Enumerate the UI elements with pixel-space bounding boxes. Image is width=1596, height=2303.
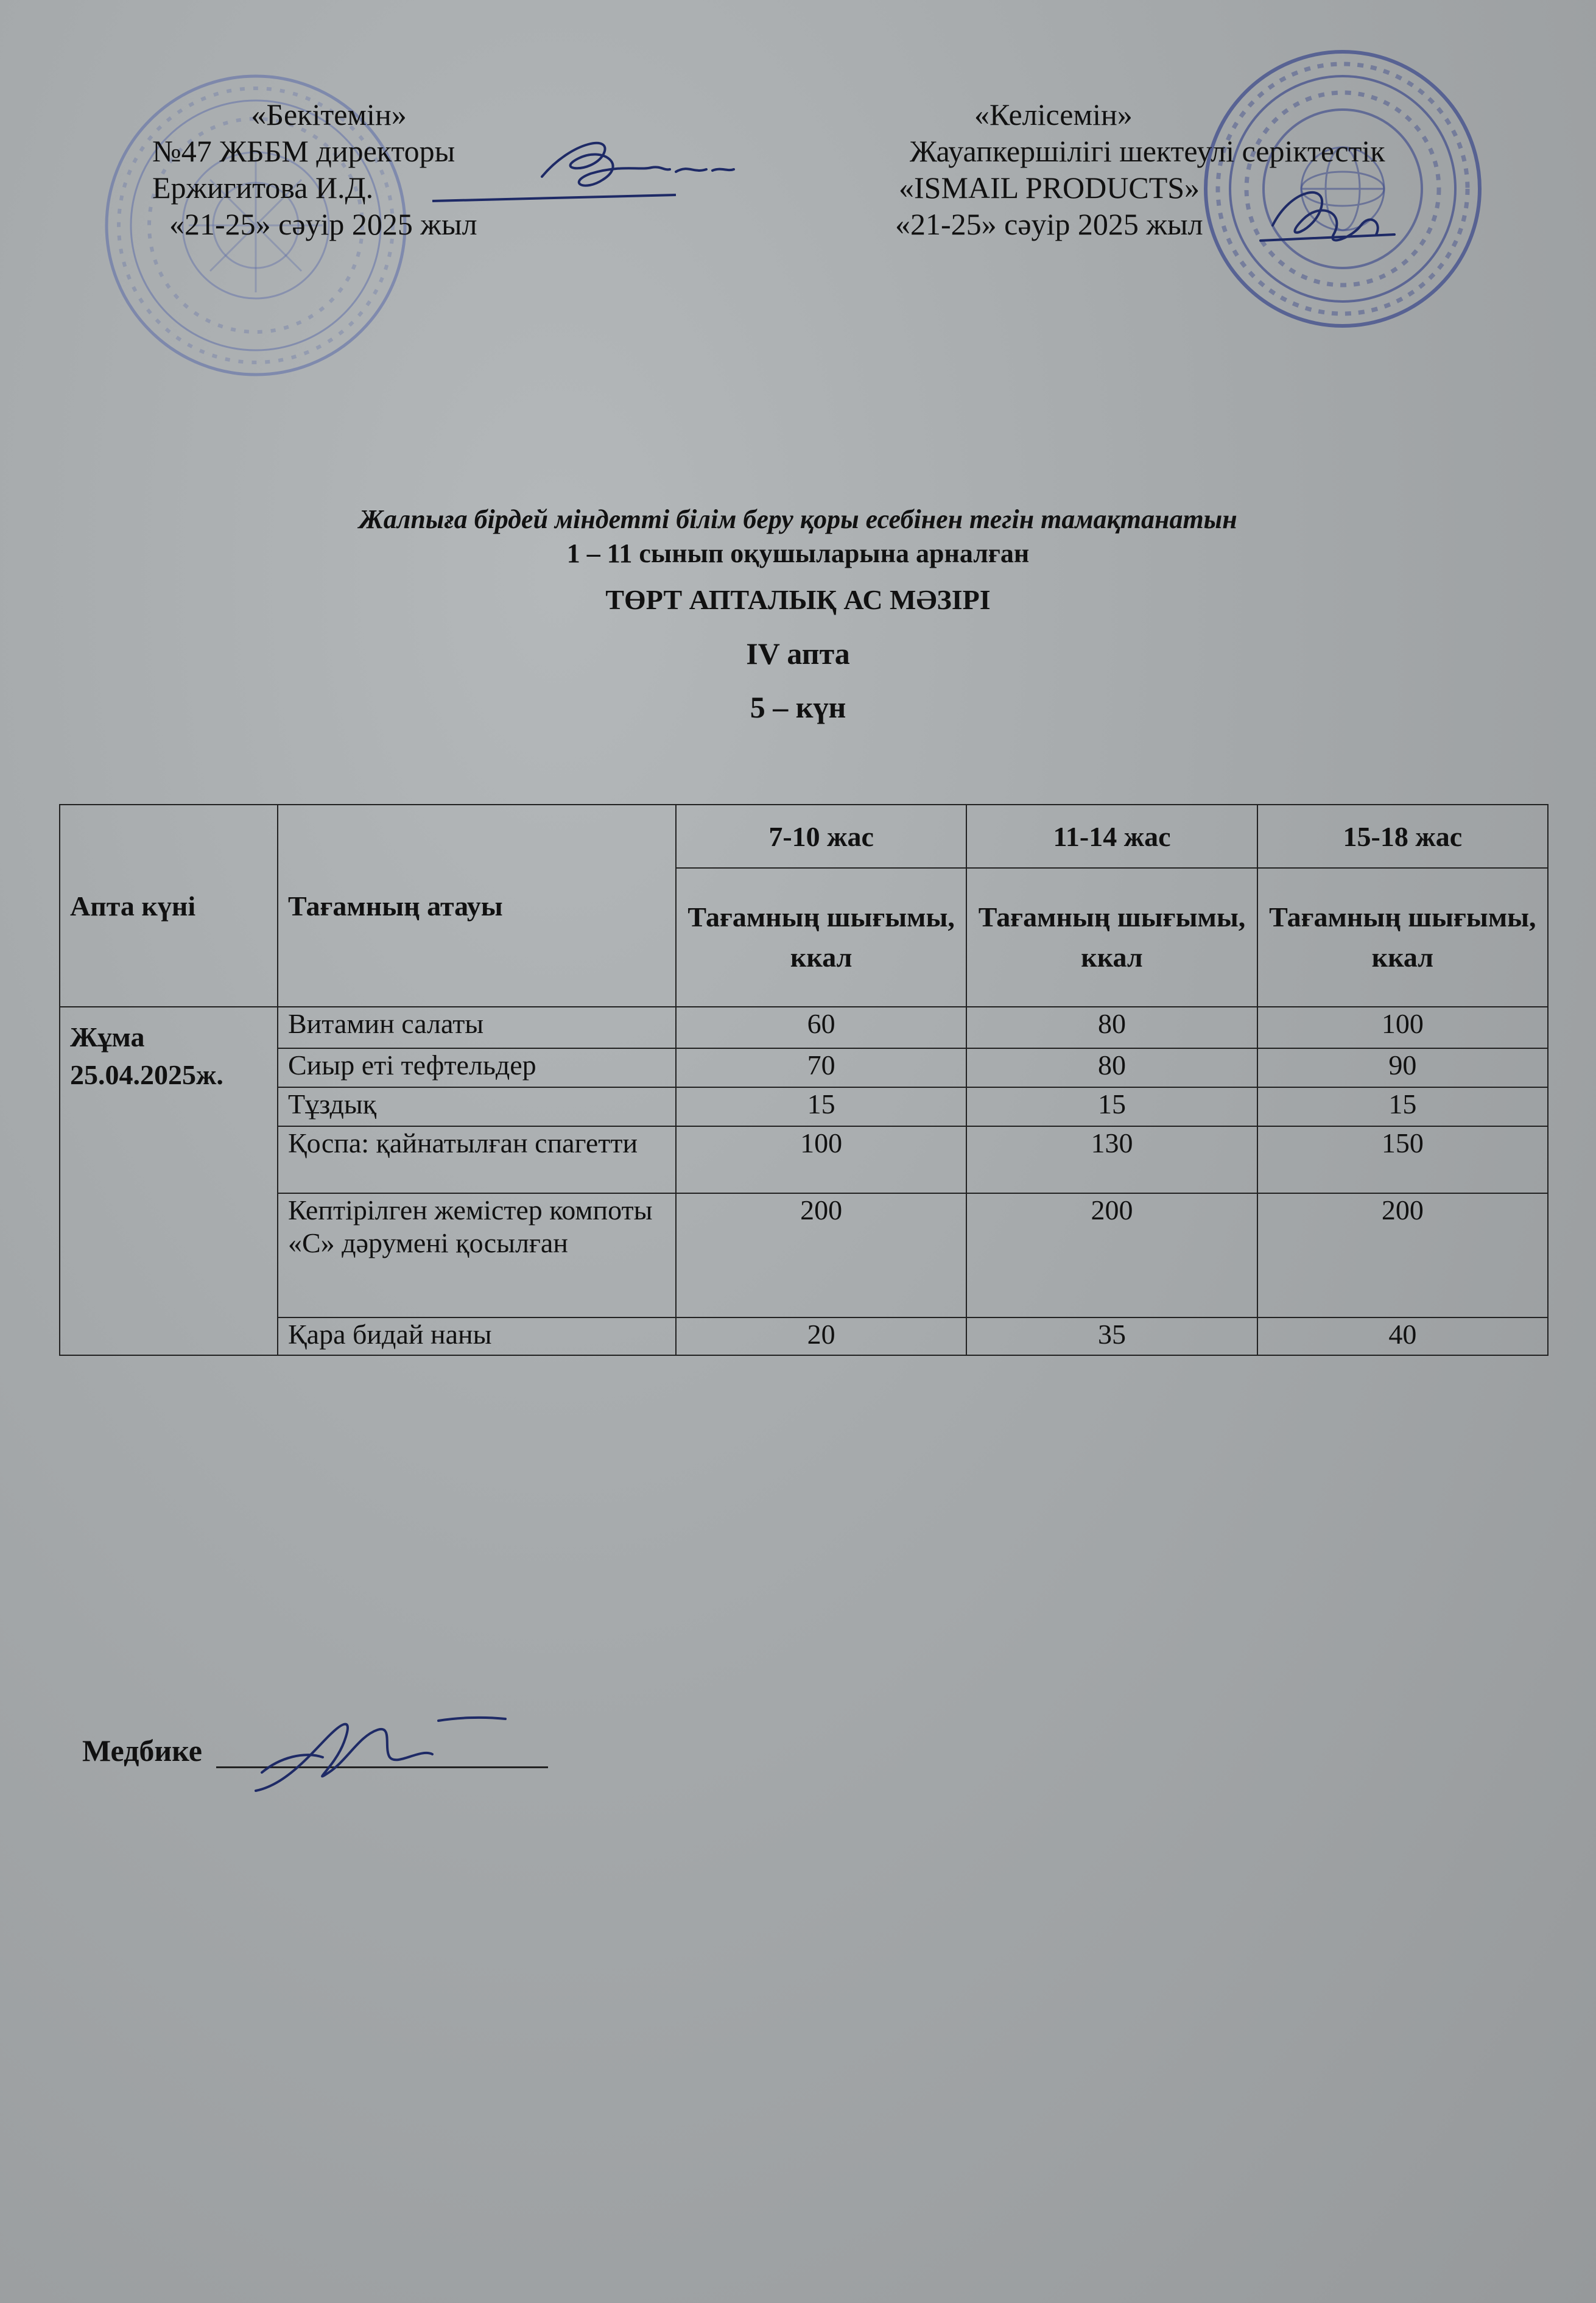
dish-name: Қара бидай наны xyxy=(278,1317,676,1355)
kcal-7-10: 60 xyxy=(676,1007,966,1048)
dish-name: Қоспа: қайнатылған спагетти xyxy=(278,1126,676,1193)
kcal-11-14: 200 xyxy=(966,1193,1257,1317)
subheader-kcal-2: Тағамның шығымы, ккал xyxy=(966,868,1257,1007)
kcal-7-10: 15 xyxy=(676,1087,966,1126)
day-cell xyxy=(60,1007,278,1355)
kcal-15-18: 150 xyxy=(1257,1126,1548,1193)
subheader-kcal-1: Тағамның шығымы, ккал xyxy=(676,868,966,1007)
kcal-7-10: 70 xyxy=(676,1048,966,1087)
header-day: Апта күні xyxy=(60,805,278,1007)
kcal-15-18: 15 xyxy=(1257,1087,1548,1126)
title-line-1: Жалпыға бірдей міндетті білім беру қоры есебінен тегін тамақтанатын xyxy=(359,504,1237,534)
table-header-row xyxy=(60,805,1548,868)
title-line-2: 1 – 11 сынып оқушыларына арналған xyxy=(566,538,1030,568)
approval-right-company-name: «ISMAIL PRODUCTS» xyxy=(899,171,1200,205)
dish-name: Сиыр еті тефтельдер xyxy=(278,1048,676,1087)
header-dish-name: Тағамның атауы xyxy=(278,805,676,1007)
approval-right-heading: «Келісемін» xyxy=(974,97,1133,132)
dish-name: Тұздық xyxy=(278,1087,676,1126)
table-row xyxy=(60,1126,1548,1193)
kcal-7-10: 100 xyxy=(676,1126,966,1193)
kcal-15-18: 90 xyxy=(1257,1048,1548,1087)
document-title xyxy=(0,503,1596,725)
kcal-11-14: 80 xyxy=(966,1007,1257,1048)
approval-left-date: «21-25» сәуір 2025 жыл xyxy=(169,207,477,241)
kcal-11-14: 80 xyxy=(966,1048,1257,1087)
table-row xyxy=(60,1007,1548,1048)
table-row xyxy=(60,1193,1548,1317)
nurse-label: Медбике xyxy=(82,1733,202,1768)
approval-left-position: №47 ЖББМ директоры xyxy=(152,134,455,168)
day-label: 5 – күн xyxy=(750,690,846,724)
approval-left-person: Ержигитова И.Д. xyxy=(152,171,374,205)
kcal-15-18: 200 xyxy=(1257,1193,1548,1317)
approval-right-company-type: Жауапкершілігі шектеулі серіктестік xyxy=(910,134,1385,168)
header-age-3: 15-18 жас xyxy=(1257,805,1548,868)
approval-left-heading: «Бекітемін» xyxy=(251,97,407,132)
day-date: 25.04.2025ж. xyxy=(70,1059,223,1090)
kcal-15-18: 100 xyxy=(1257,1007,1548,1048)
kcal-11-14: 130 xyxy=(966,1126,1257,1193)
kcal-7-10: 20 xyxy=(676,1317,966,1355)
table-row xyxy=(60,1317,1548,1355)
subheader-kcal-3: Тағамның шығымы, ккал xyxy=(1257,868,1548,1007)
menu-table xyxy=(59,804,1549,1356)
header-age-2: 11-14 жас xyxy=(966,805,1257,868)
kcal-7-10: 200 xyxy=(676,1193,966,1317)
partner-signature xyxy=(1254,177,1413,274)
director-signature xyxy=(420,122,737,225)
nurse-signature xyxy=(237,1699,542,1815)
header-age-1: 7-10 жас xyxy=(676,805,966,868)
kcal-11-14: 35 xyxy=(966,1317,1257,1355)
table-row xyxy=(60,1087,1548,1126)
week-label: IV апта xyxy=(746,637,850,671)
kcal-15-18: 40 xyxy=(1257,1317,1548,1355)
dish-name: Кептірілген жемістер компоты «С» дәрумені қосылған xyxy=(278,1193,676,1317)
table-row xyxy=(60,1048,1548,1087)
day-name: Жұма xyxy=(70,1021,145,1053)
dish-name: Витамин салаты xyxy=(278,1007,676,1048)
approval-right-date: «21-25» сәуір 2025 жыл xyxy=(895,207,1203,241)
kcal-11-14: 15 xyxy=(966,1087,1257,1126)
title-line-3: ТӨРТ АПТАЛЫҚ АС МӘЗІРІ xyxy=(605,584,991,615)
